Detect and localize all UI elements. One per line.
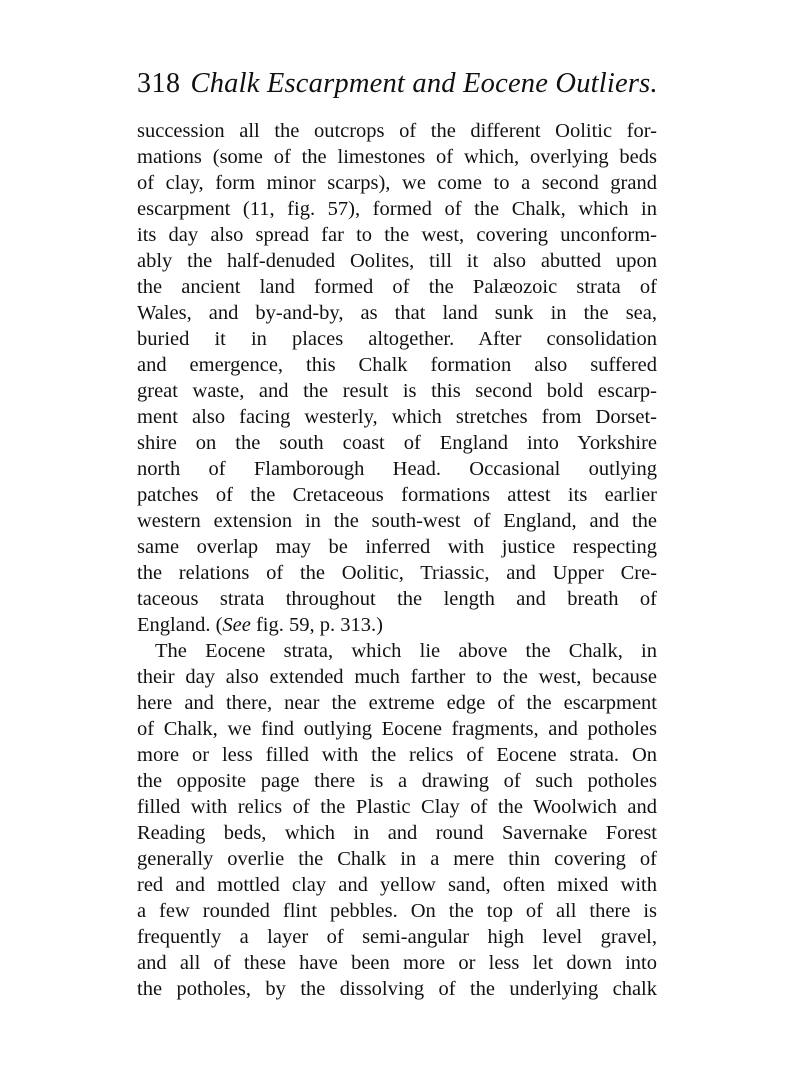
text-line: the ancient land formed of the Palæozoic strata of xyxy=(137,276,657,298)
text-line: buried it in places altogether. After consolidation xyxy=(137,328,657,350)
text-segment: England. ( xyxy=(137,614,223,636)
text-line: mations (some of the limestones of which, overlying beds xyxy=(137,146,657,168)
text-line: ment also facing westerly, which stretches from Dorset- xyxy=(137,406,657,428)
text-line: a few rounded flint pebbles. On the top of all there is xyxy=(137,900,657,922)
text-line: western extension in the south-west of England, and the xyxy=(137,510,657,532)
text-line: the potholes, by the dissolving of the underlying chalk xyxy=(137,978,657,1000)
italic-text-segment: See xyxy=(222,614,251,636)
text-line: escarpment (11, fig. 57), formed of the Chalk, which in xyxy=(137,198,657,220)
body-text xyxy=(137,118,657,1002)
text-line: its day also spread far to the west, covering unconform- xyxy=(137,224,657,246)
text-segment: fig. 59, p. 313.) xyxy=(250,614,383,636)
text-line: the opposite page there is a drawing of such potholes xyxy=(137,770,657,792)
text-line: of clay, form minor scarps), we come to a second grand xyxy=(137,172,657,194)
text-line: the relations of the Oolitic, Triassic, and Upper Cre- xyxy=(137,562,657,584)
text-line: frequently a layer of semi-angular high level gravel, xyxy=(137,926,657,948)
text-line-paragraph-start: The Eocene strata, which lie above the Chalk, in xyxy=(155,640,657,662)
text-line: here and there, near the extreme edge of the escarpment xyxy=(137,692,657,714)
page-header xyxy=(137,68,667,108)
text-line: more or less filled with the relics of Eocene strata. On xyxy=(137,744,657,766)
text-line: great waste, and the result is this second bold escarp- xyxy=(137,380,657,402)
text-line: taceous strata throughout the length and breath of xyxy=(137,588,657,610)
text-line: generally overlie the Chalk in a mere thin covering of xyxy=(137,848,657,870)
text-line: and emergence, this Chalk formation also suffered xyxy=(137,354,657,376)
text-line: of Chalk, we find outlying Eocene fragments, and potholes xyxy=(137,718,657,740)
text-line: Reading beds, which in and round Savernake Forest xyxy=(137,822,657,844)
text-line: their day also extended much farther to the west, because xyxy=(137,666,657,688)
text-line: succession all the outcrops of the different Oolitic for- xyxy=(137,120,657,142)
text-line-paragraph-end xyxy=(137,612,657,638)
text-line: Wales, and by-and-by, as that land sunk in the sea, xyxy=(137,302,657,324)
page-number: 318 xyxy=(137,68,181,99)
text-line: shire on the south coast of England into Yorkshire xyxy=(137,432,657,454)
text-line: same overlap may be inferred with justice respecting xyxy=(137,536,657,558)
text-line: patches of the Cretaceous formations attest its earlier xyxy=(137,484,657,506)
text-line: red and mottled clay and yellow sand, often mixed with xyxy=(137,874,657,896)
running-title: Chalk Escarpment and Eocene Outliers. xyxy=(190,68,658,99)
text-line: and all of these have been more or less let down into xyxy=(137,952,657,974)
text-line: north of Flamborough Head. Occasional outlying xyxy=(137,458,657,480)
text-line: ably the half-denuded Oolites, till it also abutted upon xyxy=(137,250,657,272)
text-line: filled with relics of the Plastic Clay of the Woolwich and xyxy=(137,796,657,818)
